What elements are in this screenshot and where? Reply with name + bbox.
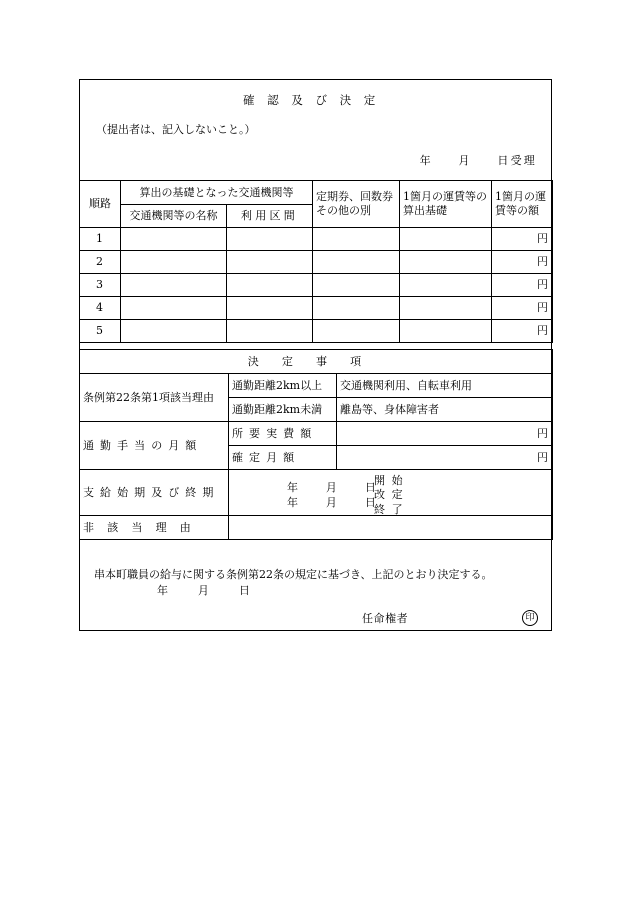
route-number: 5 — [80, 320, 121, 343]
table-row — [80, 274, 553, 297]
ticket-type-header: 定期券、回数券その他の別 — [313, 181, 400, 228]
decision-date: 年 月 日 — [157, 584, 253, 597]
form-note: （提出者は、記入しないこと。） — [96, 123, 256, 136]
route-number: 1 — [80, 228, 121, 251]
table-row — [80, 228, 553, 251]
required-cost-value[interactable]: 円 — [337, 422, 553, 446]
table-row — [80, 251, 553, 274]
transport-name-cell[interactable] — [121, 251, 227, 274]
table-row — [80, 297, 553, 320]
non-applicable-value[interactable] — [229, 516, 553, 540]
section-cell[interactable] — [227, 320, 313, 343]
section-header: 利用区間 — [227, 205, 313, 228]
receipt-year: 年 — [419, 154, 433, 167]
receipt-date — [420, 155, 537, 166]
transport-name-cell[interactable] — [121, 320, 227, 343]
table-row — [80, 320, 553, 343]
transport-name-header: 交通機関等の名称 — [121, 205, 227, 228]
fixed-monthly-label: 確定月額 — [229, 446, 337, 470]
transport-name-cell[interactable] — [121, 297, 227, 320]
period-date-2: 年 月 日 — [287, 496, 379, 509]
form-title: 確認及び決定 — [243, 93, 388, 107]
reason-label: 条例第22条第1項該当理由 — [80, 374, 229, 422]
distance-over-value[interactable]: 交通機関利用、自転車利用 — [337, 374, 553, 398]
ticket-type-cell[interactable] — [313, 274, 400, 297]
section-cell[interactable] — [227, 274, 313, 297]
fare-basis-cell[interactable] — [400, 228, 492, 251]
ticket-type-cell[interactable] — [313, 251, 400, 274]
decision-table — [79, 349, 553, 540]
section-cell[interactable] — [227, 297, 313, 320]
fare-basis-cell[interactable] — [400, 320, 492, 343]
fare-basis-cell[interactable] — [400, 297, 492, 320]
distance-under-value[interactable]: 離島等、身体障害者 — [337, 398, 553, 422]
period-date-1: 年 月 日 — [287, 481, 379, 494]
fare-amount-cell[interactable]: 円 — [492, 274, 553, 297]
ticket-type-cell[interactable] — [313, 320, 400, 343]
fare-basis-header: 1箇月の運賃等の算出基礎 — [400, 181, 492, 228]
fixed-monthly-value[interactable]: 円 — [337, 446, 553, 470]
transport-name-cell[interactable] — [121, 228, 227, 251]
payment-period-label: 支給始期及び終期 — [80, 470, 229, 516]
period-revise-option[interactable]: 改定 — [374, 488, 410, 502]
route-table — [79, 180, 553, 343]
section-cell[interactable] — [227, 251, 313, 274]
route-no-header: 順路 — [80, 181, 121, 228]
receipt-month: 月 — [458, 154, 472, 167]
non-applicable-label: 非該当理由 — [80, 516, 229, 540]
fare-basis-cell[interactable] — [400, 274, 492, 297]
fare-amount-cell[interactable]: 円 — [492, 251, 553, 274]
decision-header: 決定事項 — [80, 350, 553, 374]
route-number: 2 — [80, 251, 121, 274]
receipt-day: 日受理 — [497, 154, 537, 167]
transport-name-cell[interactable] — [121, 274, 227, 297]
distance-over-label: 通勤距離2km以上 — [229, 374, 337, 398]
appointer-label: 任命権者 — [362, 612, 409, 625]
route-number: 3 — [80, 274, 121, 297]
fare-amount-header: 1箇月の運賃等の額 — [492, 181, 553, 228]
period-end-option[interactable]: 終了 — [374, 502, 410, 516]
distance-under-label: 通勤距離2km未満 — [229, 398, 337, 422]
payment-period-value[interactable] — [229, 470, 553, 516]
fare-amount-cell[interactable]: 円 — [492, 320, 553, 343]
decision-statement: 串本町職員の給与に関する条例第22条の規定に基づき、上記のとおり決定する。 — [94, 568, 493, 581]
route-number: 4 — [80, 297, 121, 320]
period-start-option[interactable]: 開始 — [374, 474, 410, 487]
section-cell[interactable] — [227, 228, 313, 251]
ticket-type-cell[interactable] — [313, 228, 400, 251]
period-type-options — [374, 474, 409, 517]
basis-group-header: 算出の基礎となった交通機関等 — [121, 181, 313, 205]
fare-basis-cell[interactable] — [400, 251, 492, 274]
fare-amount-cell[interactable]: 円 — [492, 297, 553, 320]
monthly-allowance-label: 通勤手当の月額 — [80, 422, 229, 470]
ticket-type-cell[interactable] — [313, 297, 400, 320]
fare-amount-cell[interactable]: 円 — [492, 228, 553, 251]
confirmation-form — [79, 79, 552, 631]
required-cost-label: 所要実費額 — [229, 422, 337, 446]
seal-icon: 印 — [522, 610, 538, 626]
